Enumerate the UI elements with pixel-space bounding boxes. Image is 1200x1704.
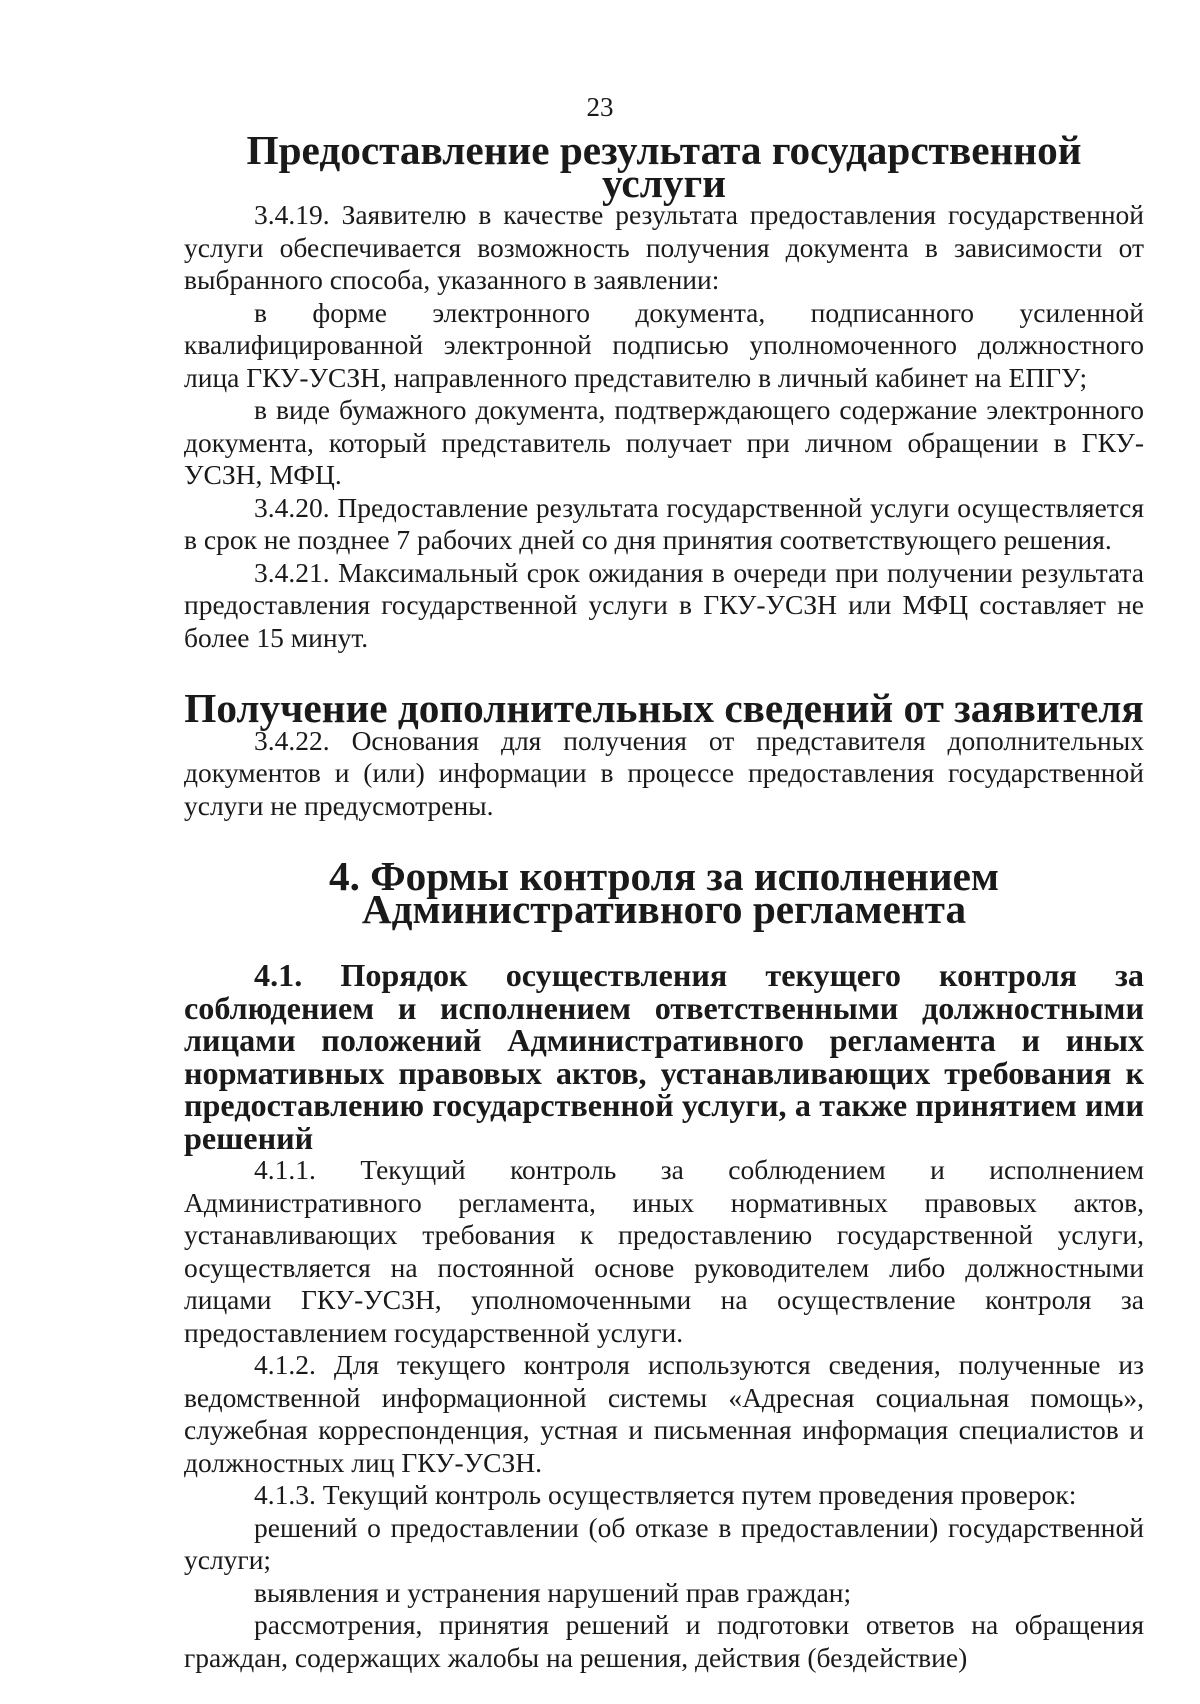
heading-additional-info: Получение дополнительных сведений от заявителя <box>184 685 1144 731</box>
paragraph-4-1-1: 4.1.1. Текущий контроль за соблюдением и исполнением Административного регламента, иных нормативных правовых актов, устанавливающих требования к предоставлению государственной услуги, осуществляется на постоянной основе руководителем либо должностными лицами ГКУ-УСЗН, уполномоченными на осуществление контроля за предоставлением государственной услуги. <box>184 1154 1144 1348</box>
page-number: 23 <box>586 92 614 122</box>
paragraph-electronic-form: в форме электронного документа, подписанного усиленной квалифицированной электронной подписью уполномоченного должностного лица ГКУ-УСЗН, направленного представителю в личный кабинет на ЕПГУ; <box>184 296 1144 393</box>
paragraph-3-4-20: 3.4.20. Предоставление результата государственной услуги осуществляется в срок не позднее 7 рабочих дней со дня принятия соответствующего решения. <box>184 491 1144 555</box>
paragraph-4-1-3: 4.1.3. Текущий контроль осуществляется путем проведения проверок: <box>254 1479 1077 1510</box>
heading-section-4: 4. Формы контроля за исполнением Административного регламента <box>328 853 999 932</box>
paragraph-3-4-19: 3.4.19. Заявителю в качестве результата предоставления государственной услуги обеспечивается возможность получения документа в зависимости от выбранного способа, указанного в заявлении: <box>184 199 1144 295</box>
paragraph-3-4-21: 3.4.21. Максимальный срок ожидания в очереди при получении результата предоставления государственной услуги в ГКУ-УСЗН или МФЦ составляет не более 15 минут. <box>184 556 1144 653</box>
list-item-decisions: решений о предоставлении (об отказе в предоставлении) государственной услуги; <box>184 1511 1144 1575</box>
list-item-violations: выявления и устранения нарушений прав граждан; <box>254 1576 852 1608</box>
paragraph-paper-form: в виде бумажного документа, подтверждающего содержание электронного документа, который представитель получает при личном обращении в ГКУ-УСЗН, МФЦ. <box>184 394 1144 490</box>
list-item-appeals: рассмотрения, принятия решений и подготовки ответов на обращения граждан, содержащих жалобы на решения, действия (бездействие) <box>184 1609 1144 1673</box>
heading-section-4-1: 4.1. Порядок осуществления текущего контроля за соблюдением и исполнением ответственными должностными лицами положений Административного регламента и иных нормативных правовых актов, устанавливающих требования к предоставлению государственной услуги, а также принятием ими решений <box>184 957 1144 1156</box>
paragraph-3-4-22: 3.4.22. Основания для получения от представителя дополнительных документов и (или) информации в процессе предоставления государственной услуги не предусмотрены. <box>184 724 1144 821</box>
paragraph-4-1-2: 4.1.2. Для текущего контроля используются сведения, полученные из ведомственной информационной системы «Адресная социальная помощь», служебная корреспонденция, устная и письменная информация специалистов и должностных лиц ГКУ-УСЗН. <box>184 1349 1144 1478</box>
heading-result: Предоставление результата государственной услуги <box>246 127 1082 206</box>
document-body <box>184 127 1144 1674</box>
